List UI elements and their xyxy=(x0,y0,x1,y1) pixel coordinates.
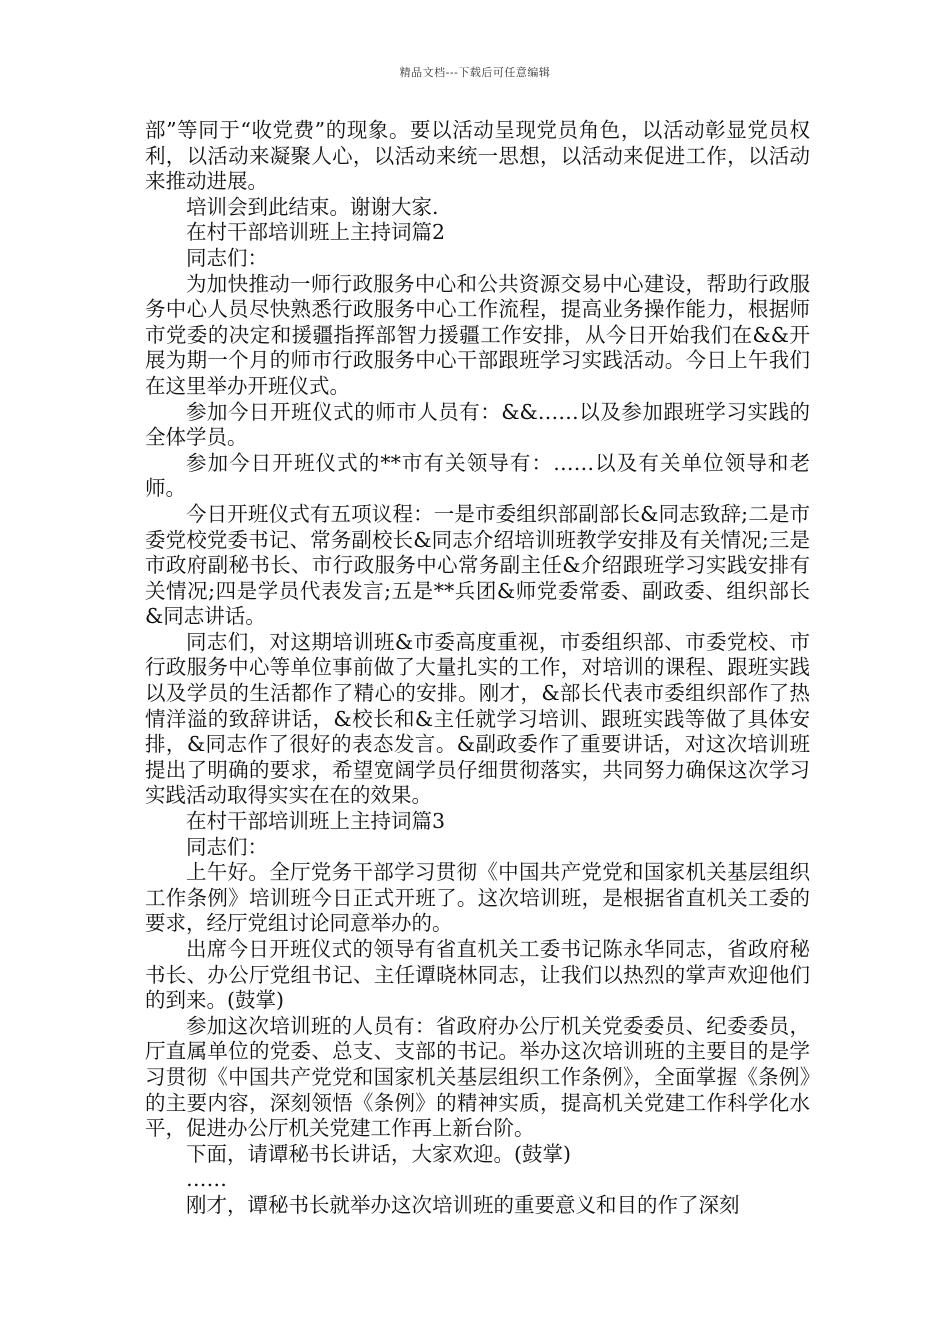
paragraph: 参加今日开班仪式的**市有关领导有：……以及有关单位领导和老师。 xyxy=(145,450,810,501)
paragraph: 参加今日开班仪式的师市人员有：&&……以及参加跟班学习实践的全体学员。 xyxy=(145,399,810,450)
paragraph: 培训会到此结束。谢谢大家. xyxy=(186,194,439,219)
document-body xyxy=(145,118,810,1219)
paragraph: 同志们，对这期培训班&市委高度重视，市委组织部、市委党校、市行政服务中心等单位事前做了大量扎实的工作，对培训的课程、跟班实践以及学员的生活都作了精心的安排。刚才，&部长代表市委组织部作了热情洋溢的致辞讲话，&校长和&主任就学习培训、跟班实践等做了具体安排，&同志作了很好的表态发言。&副政委作了重要讲话，对这次培训班提出了明确的要求，希望宽阔学员仔细贯彻落实，共同努力确保这次学习实践活动取得实实在在的效果。 xyxy=(145,629,810,808)
page-header: 精品文档---下载后可任意编辑 xyxy=(399,66,551,79)
section-heading: 在村干部培训班上主持词篇3 xyxy=(186,809,446,834)
salutation: 同志们： xyxy=(186,245,268,270)
ellipsis-line: …… xyxy=(186,1167,227,1192)
section-heading: 在村干部培训班上主持词篇2 xyxy=(186,220,446,245)
paragraph: 为加快推动一师行政服务中心和公共资源交易中心建设，帮助行政服务中心人员尽快熟悉行政服务中心工作流程，提高业务操作能力，根据师市党委的决定和援疆指挥部智力援疆工作安排，从今日开始我们在&&开展为期一个月的师市行政服务中心干部跟班学习实践活动。今日上午我们在这里举办开班仪式。 xyxy=(145,271,810,398)
paragraph: 部”等同于“收党费”的现象。要以活动呈现党员角色，以活动彰显党员权利，以活动来凝聚人心，以活动来统一思想，以活动来促进工作，以活动来推动进展。 xyxy=(145,118,810,194)
paragraph: 下面，请谭秘书长讲话，大家欢迎。(鼓掌) xyxy=(186,1141,571,1166)
paragraph: 刚才，谭秘书长就举办这次培训班的重要意义和目的作了深刻 xyxy=(186,1192,740,1217)
salutation: 同志们： xyxy=(186,834,268,859)
paragraph: 今日开班仪式有五项议程：一是市委组织部副部长&同志致辞;二是市委党校党委书记、常务副校长&同志介绍培训班教学安排及有关情况;三是市政府副秘书长、市行政服务中心常务副主任&介绍跟班学习实践安排有关情况;四是学员代表发言;五是**兵团&师党委常委、副政委、组织部长&同志讲话。 xyxy=(145,501,810,629)
paragraph: 出席今日开班仪式的领导有省直机关工委书记陈永华同志，省政府秘书长、办公厅党组书记、主任谭晓林同志，让我们以热烈的掌声欢迎他们的到来。(鼓掌) xyxy=(145,937,810,1013)
paragraph: 参加这次培训班的人员有：省政府办公厅机关党委委员、纪委委员，厅直属单位的党委、总支、支部的书记。举办这次培训班的主要目的是学习贯彻《中国共产党党和国家机关基层组织工作条例》，全面掌握《条例》的主要内容，深刻领悟《条例》的精神实质，提高机关党建工作科学化水平，促进办公厅机关党建工作再上新台阶。 xyxy=(145,1013,810,1141)
paragraph: 上午好。全厅党务干部学习贯彻《中国共产党党和国家机关基层组织工作条例》培训班今日正式开班了。这次培训班，是根据省直机关工委的要求，经厅党组讨论同意举办的。 xyxy=(145,860,810,936)
